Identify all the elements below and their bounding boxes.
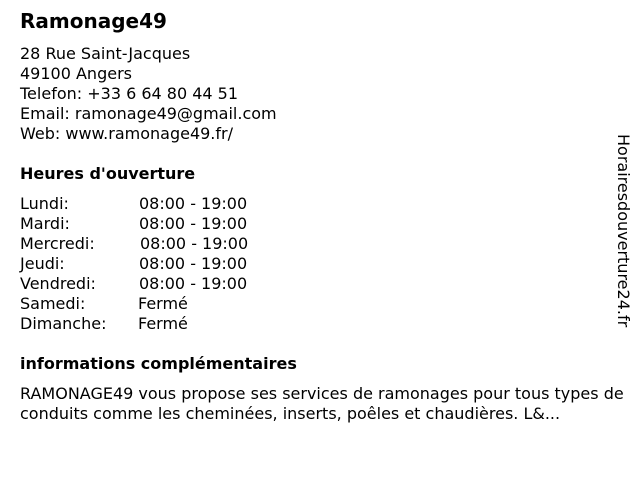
hours-day: Lundi: xyxy=(20,194,69,213)
hours-time: 08:00 - 19:00 xyxy=(139,194,248,213)
hours-row-thursday xyxy=(20,254,280,274)
hours-day: Samedi: xyxy=(20,294,86,313)
business-name: Ramonage49 xyxy=(20,9,167,33)
hours-table xyxy=(20,194,280,334)
contact-block xyxy=(20,44,277,144)
side-brand-watermark: Horairesdouverture24.fr xyxy=(614,134,633,328)
address-line-2: 49100 Angers xyxy=(20,64,132,83)
hours-day: Mercredi: xyxy=(20,234,95,253)
hours-day: Dimanche: xyxy=(20,314,107,333)
address-line-1: 28 Rue Saint-Jacques xyxy=(20,44,191,63)
hours-time: 08:00 - 19:00 xyxy=(139,214,248,233)
hours-row-sunday xyxy=(20,314,280,334)
hours-row-saturday xyxy=(20,294,280,314)
phone-line[interactable]: Telefon: +33 6 64 80 44 51 xyxy=(20,84,239,103)
hours-time: 08:00 - 19:00 xyxy=(139,274,248,293)
hours-row-tuesday xyxy=(20,214,280,234)
hours-time: Fermé xyxy=(138,294,188,313)
hours-day: Mardi: xyxy=(20,214,70,233)
hours-heading: Heures d'ouverture xyxy=(20,164,196,183)
info-description: RAMONAGE49 vous propose ses services de ramonages pour tous types de conduits comme les cheminées, inserts, poêles et chaudières. L&... xyxy=(20,384,624,423)
hours-row-friday xyxy=(20,274,280,294)
web-line[interactable]: Web: www.ramonage49.fr/ xyxy=(20,124,233,143)
hours-time: 08:00 - 19:00 xyxy=(139,254,248,273)
hours-row-monday xyxy=(20,194,280,214)
hours-time: Fermé xyxy=(138,314,188,333)
hours-time: 08:00 - 19:00 xyxy=(140,234,249,253)
hours-row-wednesday xyxy=(20,234,280,254)
hours-day: Jeudi: xyxy=(20,254,65,273)
info-heading: informations complémentaires xyxy=(20,354,297,373)
hours-day: Vendredi: xyxy=(20,274,96,293)
email-line[interactable]: Email: ramonage49@gmail.com xyxy=(20,104,277,123)
